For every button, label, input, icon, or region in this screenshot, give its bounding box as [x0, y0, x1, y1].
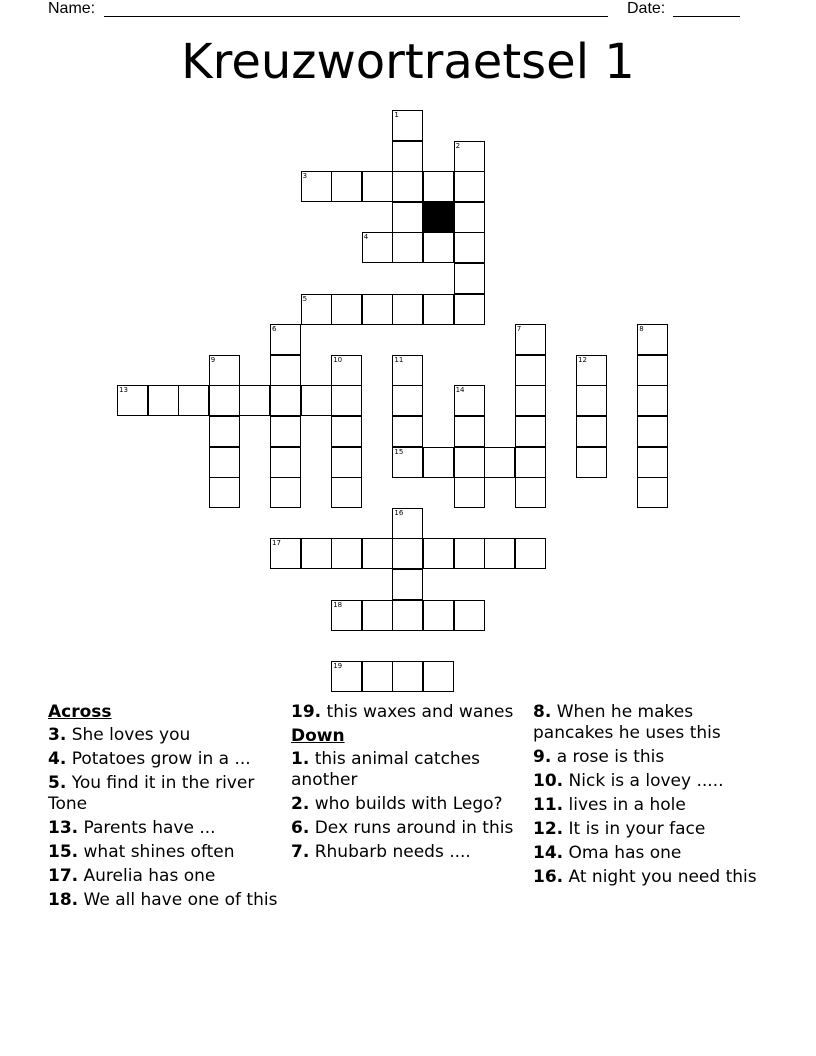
clue-number: 6.: [291, 818, 310, 838]
clue-text: At night you need this: [568, 867, 757, 887]
grid-cell-17[interactable]: [270, 538, 301, 569]
puzzle-title: Kreuzwortraetsel 1: [181, 34, 635, 90]
grid-cell[interactable]: [362, 538, 393, 569]
grid-cell[interactable]: [270, 477, 301, 508]
cell-number: 5: [302, 294, 308, 303]
grid-cell[interactable]: [331, 416, 362, 447]
clue-number: 7.: [291, 842, 310, 862]
grid-cell[interactable]: [576, 416, 607, 447]
grid-cell[interactable]: [423, 661, 454, 692]
grid-cell[interactable]: [362, 171, 393, 202]
cell-number: 4: [363, 233, 369, 242]
grid-cell-1[interactable]: [392, 110, 423, 141]
grid-cell[interactable]: [331, 385, 362, 416]
grid-cell[interactable]: [392, 416, 423, 447]
clue-down-10: [533, 771, 773, 792]
clue-text: When he makes pancakes he uses this: [533, 702, 721, 743]
grid-cell[interactable]: [331, 538, 362, 569]
clue-text: what shines often: [83, 842, 235, 862]
cell-number: 19: [333, 661, 343, 670]
grid-cell[interactable]: [331, 447, 362, 478]
name-label: Name:: [48, 0, 96, 17]
grid-cell[interactable]: [576, 385, 607, 416]
clue-text: a rose is this: [556, 747, 665, 767]
grid-cell[interactable]: [637, 385, 668, 416]
grid-cell[interactable]: [515, 416, 546, 447]
clue-number: 17.: [48, 866, 79, 886]
clue-number: 18.: [48, 890, 79, 910]
grid-cell-18[interactable]: [331, 600, 362, 631]
clue-across-5: [48, 773, 280, 815]
clue-column-2: [291, 702, 523, 866]
grid-cell[interactable]: [392, 232, 423, 263]
grid-cell-2[interactable]: [454, 141, 485, 172]
clue-down-8: [533, 702, 773, 744]
grid-cell[interactable]: [301, 385, 332, 416]
grid-cell[interactable]: [392, 385, 423, 416]
grid-cell[interactable]: [270, 385, 301, 416]
clue-text: Dex runs around in this: [314, 818, 514, 838]
grid-cell-8[interactable]: [637, 324, 668, 355]
clue-text: Rhubarb needs ....: [314, 842, 471, 862]
cell-number: 15: [394, 447, 404, 456]
clue-number: 15.: [48, 842, 79, 862]
grid-cell-9[interactable]: [209, 355, 240, 386]
clue-number: 1.: [291, 749, 310, 769]
clue-number: 12.: [533, 819, 564, 839]
grid-cell-4[interactable]: [362, 232, 393, 263]
clue-text: Potatoes grow in a ...: [71, 749, 251, 769]
clue-down-1: [291, 749, 523, 791]
clue-across-4: [48, 749, 280, 770]
cell-number: 7: [516, 325, 522, 334]
grid-cell-7[interactable]: [515, 324, 546, 355]
clue-text: lives in a hole: [568, 795, 686, 815]
clue-text: You find it in the river Tone: [48, 773, 255, 814]
clue-text: We all have one of this: [83, 890, 278, 910]
clue-across-18: [48, 890, 280, 911]
clue-column-3: [533, 702, 773, 891]
grid-cell-6[interactable]: [270, 324, 301, 355]
grid-cell[interactable]: [209, 447, 240, 478]
cell-number: 2: [455, 141, 461, 150]
cell-number: 6: [272, 325, 277, 334]
grid-cell[interactable]: [454, 232, 485, 263]
grid-cell[interactable]: [270, 447, 301, 478]
down-heading: Down: [291, 726, 345, 746]
clue-down-7: [291, 842, 523, 863]
across-heading: Across: [48, 702, 112, 722]
grid-cell[interactable]: [515, 355, 546, 386]
cell-number: 9: [210, 355, 216, 364]
grid-cell[interactable]: [484, 447, 515, 478]
clue-number: 3.: [48, 725, 67, 745]
grid-cell[interactable]: [270, 355, 301, 386]
clue-text: It is in your face: [568, 819, 706, 839]
grid-cell[interactable]: [148, 385, 179, 416]
grid-cell[interactable]: [454, 294, 485, 325]
grid-cell[interactable]: [576, 447, 607, 478]
clue-across-19: [291, 702, 523, 723]
grid-cell[interactable]: [392, 569, 423, 600]
grid-cell[interactable]: [392, 202, 423, 233]
grid-cell-19[interactable]: [331, 661, 362, 692]
clue-down-12: [533, 819, 773, 840]
grid-cell[interactable]: [515, 477, 546, 508]
clue-text: this animal catches another: [291, 749, 481, 790]
grid-cell[interactable]: [331, 477, 362, 508]
grid-cell[interactable]: [423, 538, 454, 569]
grid-cell[interactable]: [392, 538, 423, 569]
clue-across-3: [48, 725, 280, 746]
clue-across-17: [48, 866, 280, 887]
cell-number: 10: [333, 355, 343, 364]
black-cell: [423, 202, 454, 233]
clue-number: 13.: [48, 818, 79, 838]
grid-cell[interactable]: [209, 385, 240, 416]
grid-cell[interactable]: [178, 385, 209, 416]
clue-text: Oma has one: [568, 843, 682, 863]
grid-cell-12[interactable]: [576, 355, 607, 386]
cell-number: 16: [394, 508, 404, 517]
clue-down-14: [533, 843, 773, 864]
grid-cell-3[interactable]: [301, 171, 332, 202]
grid-cell[interactable]: [392, 171, 423, 202]
clue-number: 11.: [533, 795, 564, 815]
grid-cell[interactable]: [362, 661, 393, 692]
clue-down-6: [291, 818, 523, 839]
clue-text: who builds with Lego?: [314, 794, 503, 814]
clue-down-16: [533, 867, 773, 888]
clue-text: Aurelia has one: [83, 866, 216, 886]
grid-cell[interactable]: [331, 294, 362, 325]
clue-number: 5.: [48, 773, 67, 793]
cell-number: 13: [119, 386, 128, 395]
grid-cell[interactable]: [454, 600, 485, 631]
clue-down-2: [291, 794, 523, 815]
clue-across-13: [48, 818, 280, 839]
clue-text: Parents have ...: [83, 818, 216, 838]
grid-cell[interactable]: [423, 171, 454, 202]
clue-number: 9.: [533, 747, 552, 767]
clue-down-11: [533, 795, 773, 816]
grid-cell[interactable]: [239, 385, 270, 416]
clue-number: 14.: [533, 843, 564, 863]
cell-number: 11: [394, 355, 404, 364]
date-label: Date:: [627, 0, 666, 17]
grid-cell[interactable]: [423, 600, 454, 631]
clue-across-15: [48, 842, 280, 863]
clue-number: 2.: [291, 794, 310, 814]
grid-cell[interactable]: [392, 600, 423, 631]
clue-number: 4.: [48, 749, 67, 769]
grid-cell[interactable]: [515, 385, 546, 416]
grid-cell-14[interactable]: [454, 385, 485, 416]
clue-number: 19.: [291, 702, 322, 722]
cell-number: 12: [578, 355, 587, 364]
grid-cell[interactable]: [454, 263, 485, 294]
grid-cell-16[interactable]: [392, 508, 423, 539]
grid-cell[interactable]: [362, 294, 393, 325]
clue-text: She loves you: [71, 725, 191, 745]
grid-cell-15[interactable]: [392, 447, 423, 478]
grid-cell[interactable]: [454, 416, 485, 447]
grid-cell[interactable]: [637, 447, 668, 478]
clue-column-1: [48, 702, 280, 914]
grid-cell[interactable]: [454, 171, 485, 202]
clue-text: Nick is a lovey .....: [568, 771, 724, 791]
grid-cell[interactable]: [637, 477, 668, 508]
grid-cell[interactable]: [454, 477, 485, 508]
grid-cell[interactable]: [423, 294, 454, 325]
grid-cell[interactable]: [637, 416, 668, 447]
grid-cell-5[interactable]: [301, 294, 332, 325]
grid-cell[interactable]: [454, 202, 485, 233]
grid-cell[interactable]: [209, 416, 240, 447]
grid-cell[interactable]: [454, 538, 485, 569]
grid-cell[interactable]: [454, 447, 485, 478]
grid-cell[interactable]: [301, 538, 332, 569]
cell-number: 1: [394, 111, 399, 119]
grid-cell[interactable]: [423, 447, 454, 478]
clue-number: 8.: [533, 702, 552, 722]
grid-cell[interactable]: [484, 538, 515, 569]
grid-cell[interactable]: [515, 538, 546, 569]
cell-number: 14: [455, 386, 465, 395]
grid-cell[interactable]: [392, 141, 423, 172]
cell-number: 3: [302, 172, 308, 181]
grid-cell[interactable]: [392, 294, 423, 325]
grid-cell[interactable]: [331, 171, 362, 202]
grid-cell[interactable]: [362, 600, 393, 631]
cell-number: 18: [333, 600, 343, 609]
grid-cell-13[interactable]: [117, 385, 148, 416]
clue-text: this waxes and wanes: [326, 702, 514, 722]
cell-number: 8: [639, 325, 644, 334]
grid-cell[interactable]: [270, 416, 301, 447]
grid-cell-11[interactable]: [392, 355, 423, 386]
grid-cell[interactable]: [515, 447, 546, 478]
grid-cell[interactable]: [423, 232, 454, 263]
cell-number: 17: [272, 539, 281, 548]
clue-down-9: [533, 747, 773, 768]
clue-number: 16.: [533, 867, 564, 887]
clue-number: 10.: [533, 771, 564, 791]
grid-cell[interactable]: [637, 355, 668, 386]
grid-cell-10[interactable]: [331, 355, 362, 386]
grid-cell[interactable]: [392, 661, 423, 692]
grid-cell[interactable]: [209, 477, 240, 508]
